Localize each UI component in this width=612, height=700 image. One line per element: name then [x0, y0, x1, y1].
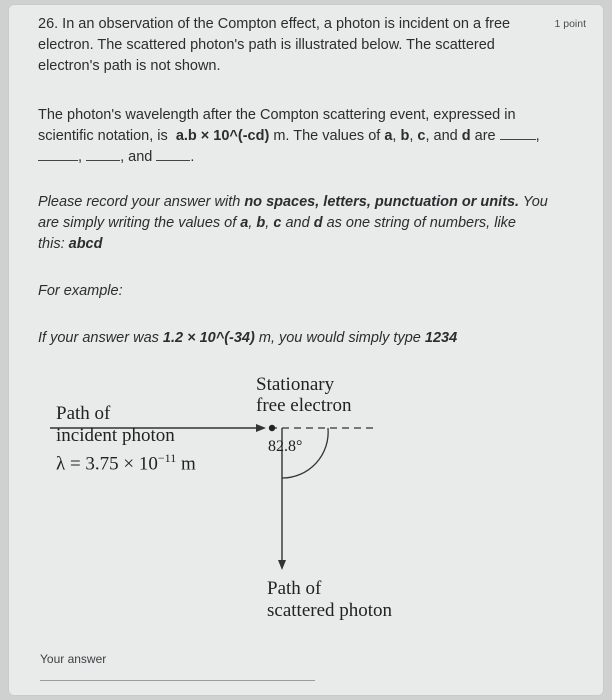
stationary-electron-label: Stationary free electron — [256, 374, 352, 416]
prompt-line-3: , , and . — [38, 147, 540, 168]
electron-dot — [269, 425, 275, 431]
points-label: 1 point — [554, 18, 586, 30]
blank-b — [38, 150, 78, 161]
question-intro — [38, 14, 510, 77]
instructions-line-3: this: abcd — [38, 236, 103, 252]
question-card — [8, 4, 604, 696]
answer-label: Your answer — [40, 652, 107, 666]
example-label: For example: — [38, 283, 123, 299]
instructions-line-2: are simply writing the values of a, b, c and d as one string of numbers, like — [38, 215, 516, 231]
intro-line-1: 26. In an observation of the Compton effect, a photon is incident on a free — [38, 16, 511, 32]
notation-text: a.b × 10^(-cd) — [175, 128, 270, 144]
instructions — [38, 192, 548, 255]
blank-c — [86, 150, 120, 161]
wavelength-label: $\lambda = 3.75 \times 10^{-11}$ m — [56, 451, 196, 475]
incident-photon-label: Path of incident photon $\lambda = 3.75 \times 10^{-11}$ m — [56, 403, 196, 475]
scattered-arrowhead — [278, 560, 286, 570]
answer-input[interactable] — [40, 668, 320, 684]
instructions-line-1: Please record your answer with no spaces, letters, punctuation or units. You — [38, 194, 548, 210]
prompt-line-2: scientific notation, is a.b × 10^(-cd) m. The values of a, b, c, and d are , — [38, 128, 540, 144]
question-prompt — [38, 105, 540, 168]
intro-line-3: electron's path is not shown. — [38, 58, 221, 74]
incident-arrowhead — [256, 424, 266, 432]
scattered-photon-label: Path of scattered photon — [267, 578, 393, 621]
prompt-line-1: The photon's wavelength after the Compton scattering event, expressed in — [38, 107, 516, 123]
blank-d — [156, 150, 190, 161]
answer-underline — [40, 680, 315, 681]
blank-a — [500, 129, 536, 140]
example-line: If your answer was 1.2 × 10^(-34) m, you would simply type 1234 — [38, 330, 458, 346]
intro-line-2: electron. The scattered photon's path is illustrated below. The scattered — [38, 37, 495, 53]
angle-label: 82.8° — [268, 438, 303, 455]
